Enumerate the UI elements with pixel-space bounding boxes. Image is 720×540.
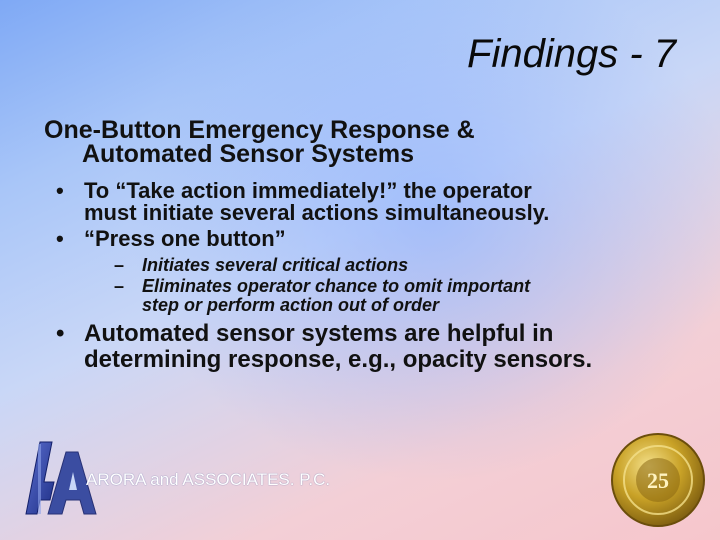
bullet-item bbox=[56, 228, 696, 315]
anniversary-seal bbox=[610, 432, 706, 528]
bullet-list bbox=[56, 180, 696, 373]
firm-name: ARORA and ASSOCIATES. P.C. bbox=[86, 470, 331, 489]
bullet-text-line-2: determining response, e.g., opacity sensors. bbox=[84, 346, 593, 373]
sub-bullet-item bbox=[114, 277, 696, 315]
sub-bullet-text-line-2: step or perform action out of order bbox=[142, 295, 440, 315]
bullet-symbol: • bbox=[56, 178, 64, 203]
bullet-text-line-2: must initiate several actions simultaneously. bbox=[84, 200, 550, 225]
bullet-text-line-1: “Press one button” bbox=[84, 226, 286, 251]
sub-bullet-text-line-1: Eliminates operator chance to omit important bbox=[142, 276, 531, 296]
sub-bullet-item bbox=[114, 256, 696, 275]
sub-bullet-text-line-1: Initiates several critical actions bbox=[142, 255, 409, 275]
dash-symbol: – bbox=[114, 276, 125, 296]
section-heading bbox=[44, 118, 702, 166]
slide-title: Findings - 7 bbox=[467, 32, 676, 76]
seal-number: 25 bbox=[647, 468, 669, 493]
bullet-text-line-1: Automated sensor systems are helpful in bbox=[84, 320, 554, 347]
sub-bullet-list bbox=[84, 256, 696, 315]
bullet-symbol: • bbox=[56, 226, 64, 251]
bullet-item bbox=[56, 321, 696, 373]
bullet-symbol: • bbox=[56, 320, 65, 347]
bullet-item bbox=[56, 180, 696, 224]
section-heading-line-2: Automated Sensor Systems bbox=[82, 140, 415, 168]
dash-symbol: – bbox=[114, 255, 125, 275]
section-heading-line-1: One-Button Emergency Response & bbox=[44, 116, 475, 144]
bullet-text-line-1: To “Take action immediately!” the operator bbox=[84, 178, 532, 203]
